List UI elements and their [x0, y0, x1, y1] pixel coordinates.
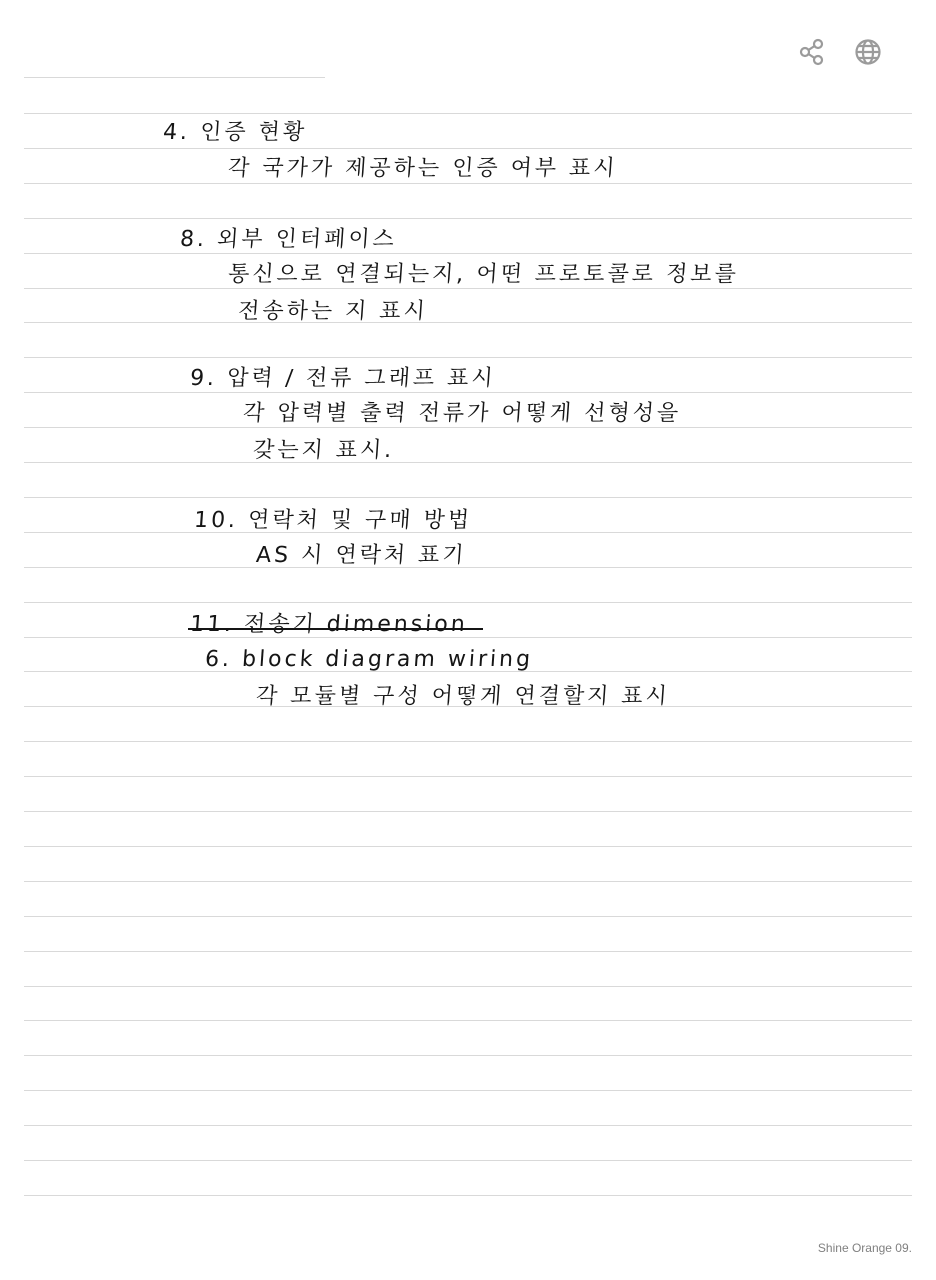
- note-heading-10: 10. 연락처 및 구매 방법: [193, 508, 473, 533]
- share-icon: [798, 38, 826, 66]
- toolbar: [796, 36, 884, 68]
- note-item-9-description-2: 갖는지 표시.: [252, 438, 396, 463]
- note-item-10-description: AS 시 연락처 표기: [255, 543, 468, 568]
- note-heading-9: 9. 압력 / 전류 그래프 표시: [189, 366, 497, 391]
- strikethrough-line: [188, 628, 483, 630]
- note-heading-4: 4. 인증 현황: [162, 120, 308, 145]
- note-item-6-description: 각 모듈별 구성 어떻게 연결할지 표시: [255, 684, 671, 709]
- note-item-8-description-1: 통신으로 연결되는지, 어떤 프로토콜로 정보를: [227, 262, 740, 287]
- note-heading-6: 6. block diagram wiring: [204, 647, 534, 672]
- note-item-8-description-2: 전송하는 지 표시: [237, 299, 429, 324]
- language-button[interactable]: [852, 36, 884, 68]
- note-heading-8: 8. 외부 인터페이스: [179, 227, 398, 252]
- note-heading-11-struck: 11. 전송기 dimension: [189, 612, 469, 637]
- title-rule: [24, 77, 325, 78]
- footer-signature: Shine Orange 09.: [817, 1241, 912, 1255]
- note-item-9-description-1: 각 압력별 출력 전류가 어떻게 선형성을: [242, 401, 682, 426]
- globe-icon: [854, 38, 882, 66]
- share-button[interactable]: [796, 36, 828, 68]
- note-item-4-description: 각 국가가 제공하는 인증 여부 표시: [227, 156, 619, 181]
